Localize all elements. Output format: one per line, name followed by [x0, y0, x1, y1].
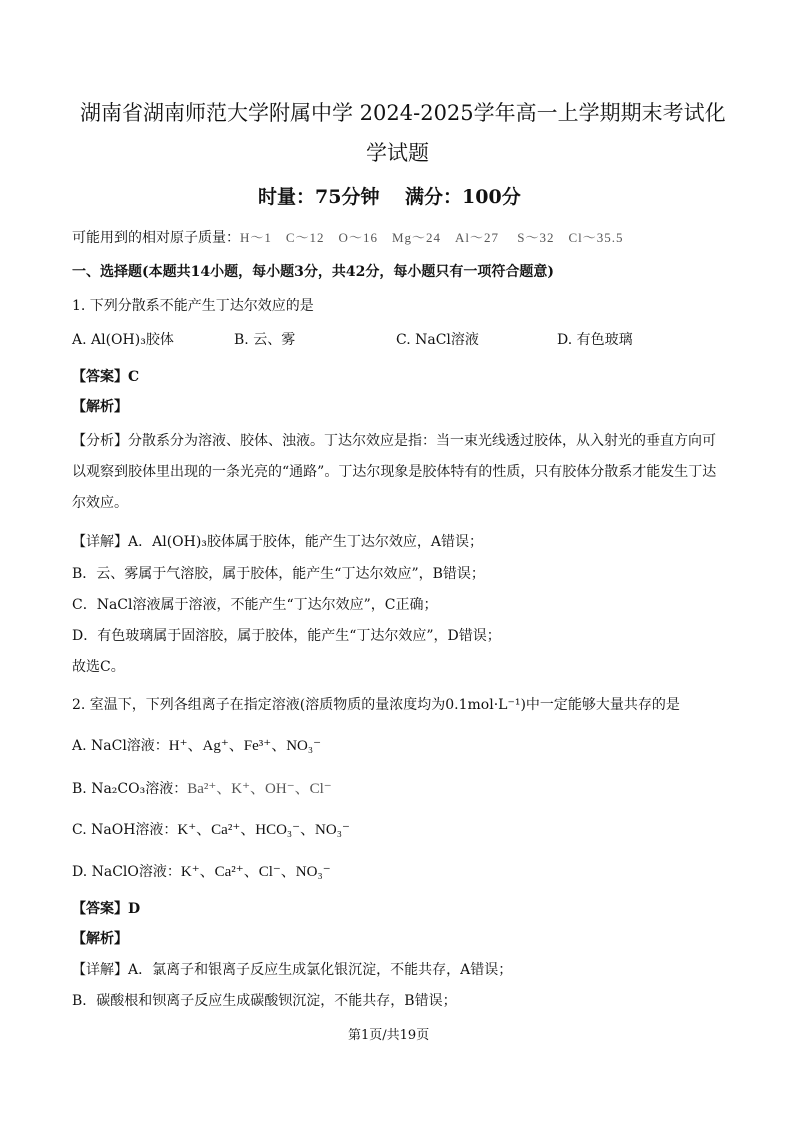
- question-2-option-b: [72, 777, 332, 798]
- exam-time-score: 时量：75分钟 满分：100分: [258, 186, 521, 208]
- atomic-masses-label: 可能用到的相对原子质量：: [72, 230, 240, 246]
- question-2-option-c: [72, 818, 350, 839]
- question-1-answer: 【答案】C: [72, 369, 140, 385]
- question-2-option-a: [72, 734, 321, 755]
- question-2-option-b-ions: Ba²⁺、K⁺、OH⁻、Cl⁻: [187, 781, 332, 797]
- question-1-detail-d: D．有色玻璃属于固溶胶，属于胶体，能产生“丁达尔效应”，D错误；: [72, 628, 501, 644]
- section-heading: 一、选择题(本题共14小题，每小题3分，共42分，每小题只有一项符合题意): [72, 264, 554, 280]
- question-2-option-d-ions: K⁺、Ca²⁺、Cl⁻、NO₃⁻: [180, 864, 331, 880]
- question-2-option-d-prefix: D. NaClO溶液：: [72, 864, 181, 880]
- question-1-conclusion: 故选C。: [72, 659, 125, 675]
- question-2-detail-b: B．碳酸根和钡离子反应生成碳酸钡沉淀，不能共存，B错误；: [72, 993, 457, 1009]
- question-1-option-b: B. 云、雾: [234, 332, 296, 348]
- question-1-detail-b: B．云、雾属于气溶胶，属于胶体，能产生“丁达尔效应”，B错误；: [72, 566, 485, 582]
- question-1-detail-c: C．NaCl溶液属于溶液，不能产生“丁达尔效应”，C正确；: [72, 597, 438, 613]
- question-2-analysis-tag: 【解析】: [72, 931, 128, 947]
- question-1-detail-a: 【详解】A．Al(OH)₃胶体属于胶体，能产生丁达尔效应，A错误；: [72, 534, 484, 550]
- question-2-option-c-prefix: C. NaOH溶液：: [72, 822, 178, 838]
- question-2-option-a-prefix: A. NaCl溶液：: [72, 738, 169, 754]
- question-2-option-b-prefix: B. Na₂CO₃溶液：: [72, 781, 188, 797]
- question-1-option-d: D. 有色玻璃: [557, 332, 633, 348]
- atomic-masses-values: H～1 C～12 O～16 Mg～24 Al～27 S～32 Cl～35.5: [240, 230, 624, 245]
- document-title-line-2: 学试题: [366, 141, 429, 165]
- document-title-line-1: 湖南省湖南师范大学附属中学 2024-2025学年高一上学期期末考试化: [80, 101, 726, 125]
- question-1-analysis-tag: 【解析】: [72, 399, 128, 415]
- question-1-option-c: C. NaCl溶液: [396, 332, 479, 348]
- question-1-stem: 1. 下列分散系不能产生丁达尔效应的是: [72, 298, 314, 314]
- question-1-option-a: A. Al(OH)₃胶体: [72, 332, 174, 348]
- question-2-option-c-ions: K⁺、Ca²⁺、HCO₃⁻、NO₃⁻: [177, 822, 350, 838]
- question-1-analysis-text: 【分析】分散系分为溶液、胶体、浊液。丁达尔效应是指：当一束光线透过胶体，从入射光的垂直方向可以观察到胶体里出现的一条光亮的“通路”。丁达尔现象是胶体特有的性质，只有胶体分散系才能发生丁达尔效应。: [72, 433, 717, 511]
- question-2-option-d: [72, 860, 331, 881]
- question-2-detail-a: 【详解】A．氯离子和银离子反应生成氯化银沉淀，不能共存，A错误；: [72, 962, 513, 978]
- question-2-stem: 2. 室温下，下列各组离子在指定溶液(溶质物质的量浓度均为0.1mol·L⁻¹)中一定能够大量共存的是: [72, 697, 680, 713]
- atomic-masses: [72, 227, 624, 247]
- question-2-option-a-ions: H⁺、Ag⁺、Fe³⁺、NO₃⁻: [168, 738, 322, 754]
- question-2-answer: 【答案】D: [72, 901, 141, 917]
- page-footer: 第1页/共19页: [348, 1028, 430, 1043]
